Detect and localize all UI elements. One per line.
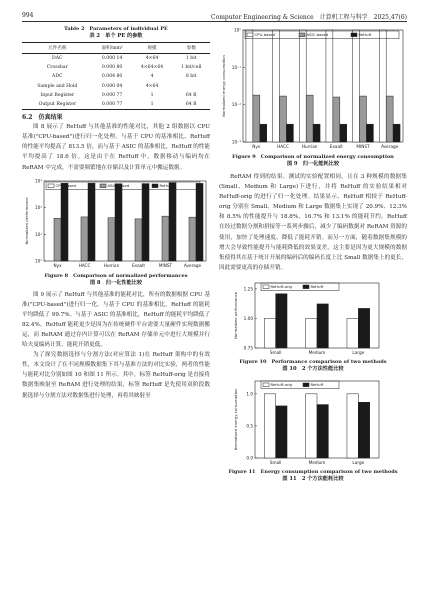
- table-cell: 1: [132, 100, 173, 110]
- bar: [260, 124, 267, 142]
- table-caption-en: Table 2 Parameters of individual PE: [64, 26, 168, 32]
- x-tick-label: MINST: [158, 262, 173, 268]
- table-cell: ADC: [52, 74, 63, 80]
- bar: [386, 96, 393, 142]
- table-row: [22, 54, 210, 64]
- table-cell: 64 B: [185, 92, 197, 98]
- table-cell: Output Register: [22, 100, 93, 110]
- figure-8-caption-en: Figure 8 Comparison of normalized performances: [44, 272, 188, 279]
- y-tick-label: 1.25: [243, 286, 253, 292]
- table-header-cell: 规模: [132, 43, 173, 54]
- table-cell: 4×64: [145, 56, 159, 62]
- legend-label: CPU-based: [254, 32, 276, 38]
- table-cell: 1: [150, 92, 154, 98]
- y-tick-label: 10¹: [34, 231, 42, 237]
- bar: [276, 406, 287, 458]
- table-cell: 0.004 80: [101, 74, 123, 80]
- figure-8-caption-zh: 图 8 归一化性能比较: [89, 279, 143, 286]
- x-tick-label: Hurrian: [301, 144, 318, 149]
- figure-11-caption-en: Figure 11 Energy consumption comparison of two methods: [228, 468, 398, 475]
- bar: [313, 124, 320, 142]
- bar: [347, 394, 358, 458]
- journal-title: Computer Engineering & Science 计算机工程与科学 2025,47(6): [211, 14, 407, 21]
- legend-label: ASIC-based: [107, 182, 130, 188]
- bar: [340, 124, 347, 142]
- plot-frame: [243, 30, 403, 142]
- y-tick-label: 10³: [34, 178, 42, 184]
- bar: [286, 124, 293, 142]
- bar: [196, 183, 203, 261]
- page-number: 994: [22, 12, 34, 19]
- figure-9-chart: [219, 26, 407, 154]
- table-cell: 4×64×64: [140, 65, 164, 71]
- legend-label: ReHuff: [310, 284, 324, 290]
- table-cell: 1 bit/cell: [180, 65, 202, 71]
- table-cell: 1 bit: [185, 56, 197, 62]
- table-header-row: [22, 43, 210, 54]
- y-tick-label: 10⁻¹: [231, 64, 241, 70]
- x-tick-label: Medium: [308, 459, 326, 465]
- bar: [108, 217, 115, 260]
- table-cell: [172, 82, 210, 91]
- x-tick-label: Average: [183, 262, 202, 268]
- y-tick-label: 10⁰: [34, 258, 42, 264]
- y-tick-label: 10⁻²: [231, 102, 241, 108]
- table-row: [22, 72, 210, 81]
- legend-swatch: [48, 184, 54, 188]
- figure-11-caption-zh: 图 11 2 个方法能耗比较: [282, 475, 344, 482]
- bar: [358, 308, 369, 348]
- figure-11-chart: [219, 377, 407, 469]
- x-tick-label: Small: [269, 349, 282, 355]
- bar: [317, 304, 328, 348]
- bar: [326, 30, 333, 142]
- table-cell: Input Register: [40, 92, 75, 98]
- plot-frame: [44, 181, 206, 261]
- bar: [360, 96, 367, 142]
- bar: [169, 182, 176, 260]
- bar: [61, 183, 68, 261]
- bar: [264, 318, 275, 348]
- y-tick-label: 10⁰: [233, 27, 241, 33]
- x-tick-label: Large: [352, 459, 365, 465]
- body-paragraph: 图 8 展示了 ReHuff 与其他基准的性能对比，其他 2 组数据以 CPU 基准("CPU-based")进行归一化处理。与基于 CPU 的基准相比，ReHuff 的性能平均提高了 813.5 倍，而与基于 ASIC 的基准相比，ReHuff 的性能平均提高了 18.6 倍。这是由于在 ReHuff 中，数据移动与编码均在 ReRAM 中完成，不需要频繁地在存储以及计算单元中搬运数据。: [22, 124, 210, 171]
- table-cell: 0.000 80: [101, 65, 123, 71]
- table-row: [22, 100, 210, 110]
- bar: [253, 95, 260, 142]
- bar: [162, 216, 169, 261]
- table-header-cell: 面积/mm²: [93, 43, 132, 54]
- bar: [306, 394, 317, 458]
- legend-label: CPU-based: [55, 182, 77, 188]
- figure-10-caption-zh: 图 10 2 个方法性能比较: [282, 365, 344, 372]
- y-tick-label: 10²: [34, 204, 42, 210]
- bar: [306, 95, 313, 142]
- bar: [81, 217, 88, 261]
- body-paragraph: ReRAM 得到的结果。测试的实验配置相同，且在 3 种规模的数据集(Small、Medium 和 Large)下进行，并将 ReHuff 的实验结果相对 ReHuff-orig 的进行了归一化处理。结果显示，ReHuff 相较于 ReHuff-orig 分别在 Small、Medium 和 Large 数据集上实现了 20.9%、12.3% 和 8.5% 的性能提升与 18.8%、16.7% 和 13.1% 的能耗节约。ReHuff 在经过数据分割和拼接等一系列步骤后，减少了编码数据对 ReRAM 资源的使用，加快了处理速度、降低了能耗开销。而另一方面，随着数据集规模的增大会导致性能提升与能耗降低的效果变差，这主要是因为更大规模的数据集使得其在基于统计开展的编码后的编码长度上比 Small 数据集上的更长，因此需要更高的存储开销。: [219, 174, 407, 271]
- header-rule: [22, 21, 407, 22]
- y-tick-label: 0.75: [243, 345, 253, 351]
- y-axis-label: Normalized performance: [24, 197, 29, 245]
- bar: [273, 30, 280, 142]
- table-cell: 0.000 14: [101, 56, 123, 62]
- figure-10-chart: [219, 279, 407, 359]
- parameters-table: [22, 42, 210, 110]
- bar: [299, 30, 306, 142]
- legend-swatch: [263, 383, 269, 387]
- body-paragraph: 图 9 展示了 ReHuff 与其他基准的能耗对比，所有的数据根据 CPU 基准("CPU-based")进行归一化。与基于 CPU 的基准相比，ReHuff 的能耗平均降低了 99.7%。与基于 ASIC 的基准相比，ReHuff 的能耗平均降低了 82.4%。ReHuff 能耗更少是因为在传统硬件平台需要大量硬件实现数据搬运，而 ReRAM 通过存内计算可以在 ReRAM 存储单元中进行大规模并行哈夫曼编码计算、能耗开销更低。: [22, 291, 210, 349]
- table-cell: DAC: [52, 56, 63, 62]
- x-tick-label: Average: [381, 144, 399, 149]
- legend-swatch: [351, 33, 357, 37]
- table-cell: 64 B: [172, 100, 210, 110]
- table-row: [22, 82, 210, 91]
- x-tick-label: MINST: [356, 144, 370, 149]
- y-axis-label: Normalized performance: [233, 291, 238, 339]
- bar: [54, 218, 61, 261]
- legend-label: ReHuff: [159, 182, 173, 188]
- bar: [366, 124, 373, 142]
- section-heading: 6.2 仿真结果: [22, 114, 63, 122]
- bar: [280, 96, 287, 142]
- x-tick-label: HACC: [78, 262, 91, 268]
- bar: [88, 183, 95, 261]
- x-tick-label: Nyx: [53, 262, 62, 268]
- x-tick-label: Exaalt: [131, 262, 146, 268]
- table-caption-zh: 表 2 单个 PE 的参数: [89, 33, 143, 39]
- bar: [347, 318, 358, 348]
- table-header-cell: 参数: [172, 43, 210, 54]
- table-cell: 4: [150, 74, 154, 80]
- y-tick-label: 0.5: [246, 423, 253, 429]
- table-cell: Crossbar: [46, 65, 68, 71]
- bar: [333, 97, 340, 142]
- y-axis-label: Normalized energy consumption: [233, 388, 238, 451]
- right-column: [219, 26, 407, 483]
- legend-label: ASIC-based: [306, 32, 329, 38]
- bar: [115, 183, 122, 260]
- y-tick-label: 1.00: [243, 315, 253, 321]
- figure-9-caption-en: Figure 9 Comparison of normalized energy consumption: [232, 154, 394, 160]
- bar: [317, 404, 328, 457]
- legend-label: ReHuff-orig: [270, 284, 292, 290]
- figure-10-caption-en: Figure 10 Performance comparison of two methods: [239, 358, 387, 365]
- figure-9-caption-zh: 图 9 归一化能耗比较: [286, 161, 340, 167]
- legend-swatch: [100, 184, 106, 188]
- bar: [246, 30, 253, 142]
- table-cell: 0.000 77: [101, 92, 123, 98]
- x-tick-label: HACC: [277, 144, 289, 149]
- bar: [393, 124, 400, 142]
- bar: [142, 183, 149, 260]
- table-cell: 0.000 04: [101, 83, 123, 89]
- figure-8-chart: [22, 177, 210, 273]
- y-tick-label: 1.0: [246, 391, 253, 397]
- bar: [276, 294, 287, 348]
- legend-label: ReHuff: [310, 382, 324, 388]
- x-tick-label: Nyx: [252, 144, 261, 149]
- bar: [264, 394, 275, 458]
- y-axis-label: Normalized energy consumption: [221, 55, 226, 117]
- x-tick-label: Exaalt: [329, 144, 343, 149]
- bar: [306, 318, 317, 348]
- table-row: [22, 63, 210, 72]
- page-header: [22, 8, 407, 22]
- bar: [189, 217, 196, 261]
- legend-swatch: [152, 184, 158, 188]
- table-cell: Sample and Hold: [37, 83, 78, 89]
- legend-swatch: [303, 285, 309, 289]
- x-tick-label: Medium: [308, 349, 326, 355]
- legend-swatch: [303, 383, 309, 387]
- legend-label: ReHuff: [358, 32, 372, 38]
- x-tick-label: Large: [352, 349, 365, 355]
- x-tick-label: Hurrian: [103, 262, 120, 268]
- table-cell: 0.000 77: [93, 100, 132, 110]
- table-header-cell: 元件名称: [22, 43, 93, 54]
- y-tick-label: 0.0: [246, 455, 253, 461]
- legend-swatch: [299, 33, 305, 37]
- bar: [135, 218, 142, 260]
- left-column: [22, 26, 210, 401]
- table-row: [22, 91, 210, 100]
- legend-label: ReHuff-orig: [270, 382, 292, 388]
- x-tick-label: Small: [269, 459, 282, 465]
- legend-swatch: [247, 33, 253, 37]
- bar: [379, 30, 386, 142]
- body-paragraph: 为了探究数据选择与分割方法(对应算法 1)在 ReHuff 架构中的有效性，本文设计了在不同规模数据集下其与基准方法的对比实验，两者的性能与能耗对比分别如图 10 和图 11 所示。其中，标签 ReHuff-orig 是直接将数据集映射至 ReRAM 进行处理的结果，标签 ReHuff 是先使用双阶段数据选择与分割方法对数据集进行处理，再将其映射至: [22, 352, 210, 399]
- legend-swatch: [263, 285, 269, 289]
- y-tick-label: 10⁻³: [231, 139, 241, 145]
- table-cell: 8 bit: [185, 74, 197, 80]
- table-cell: 4×64: [145, 83, 159, 89]
- bar: [353, 30, 360, 142]
- bar: [358, 402, 369, 458]
